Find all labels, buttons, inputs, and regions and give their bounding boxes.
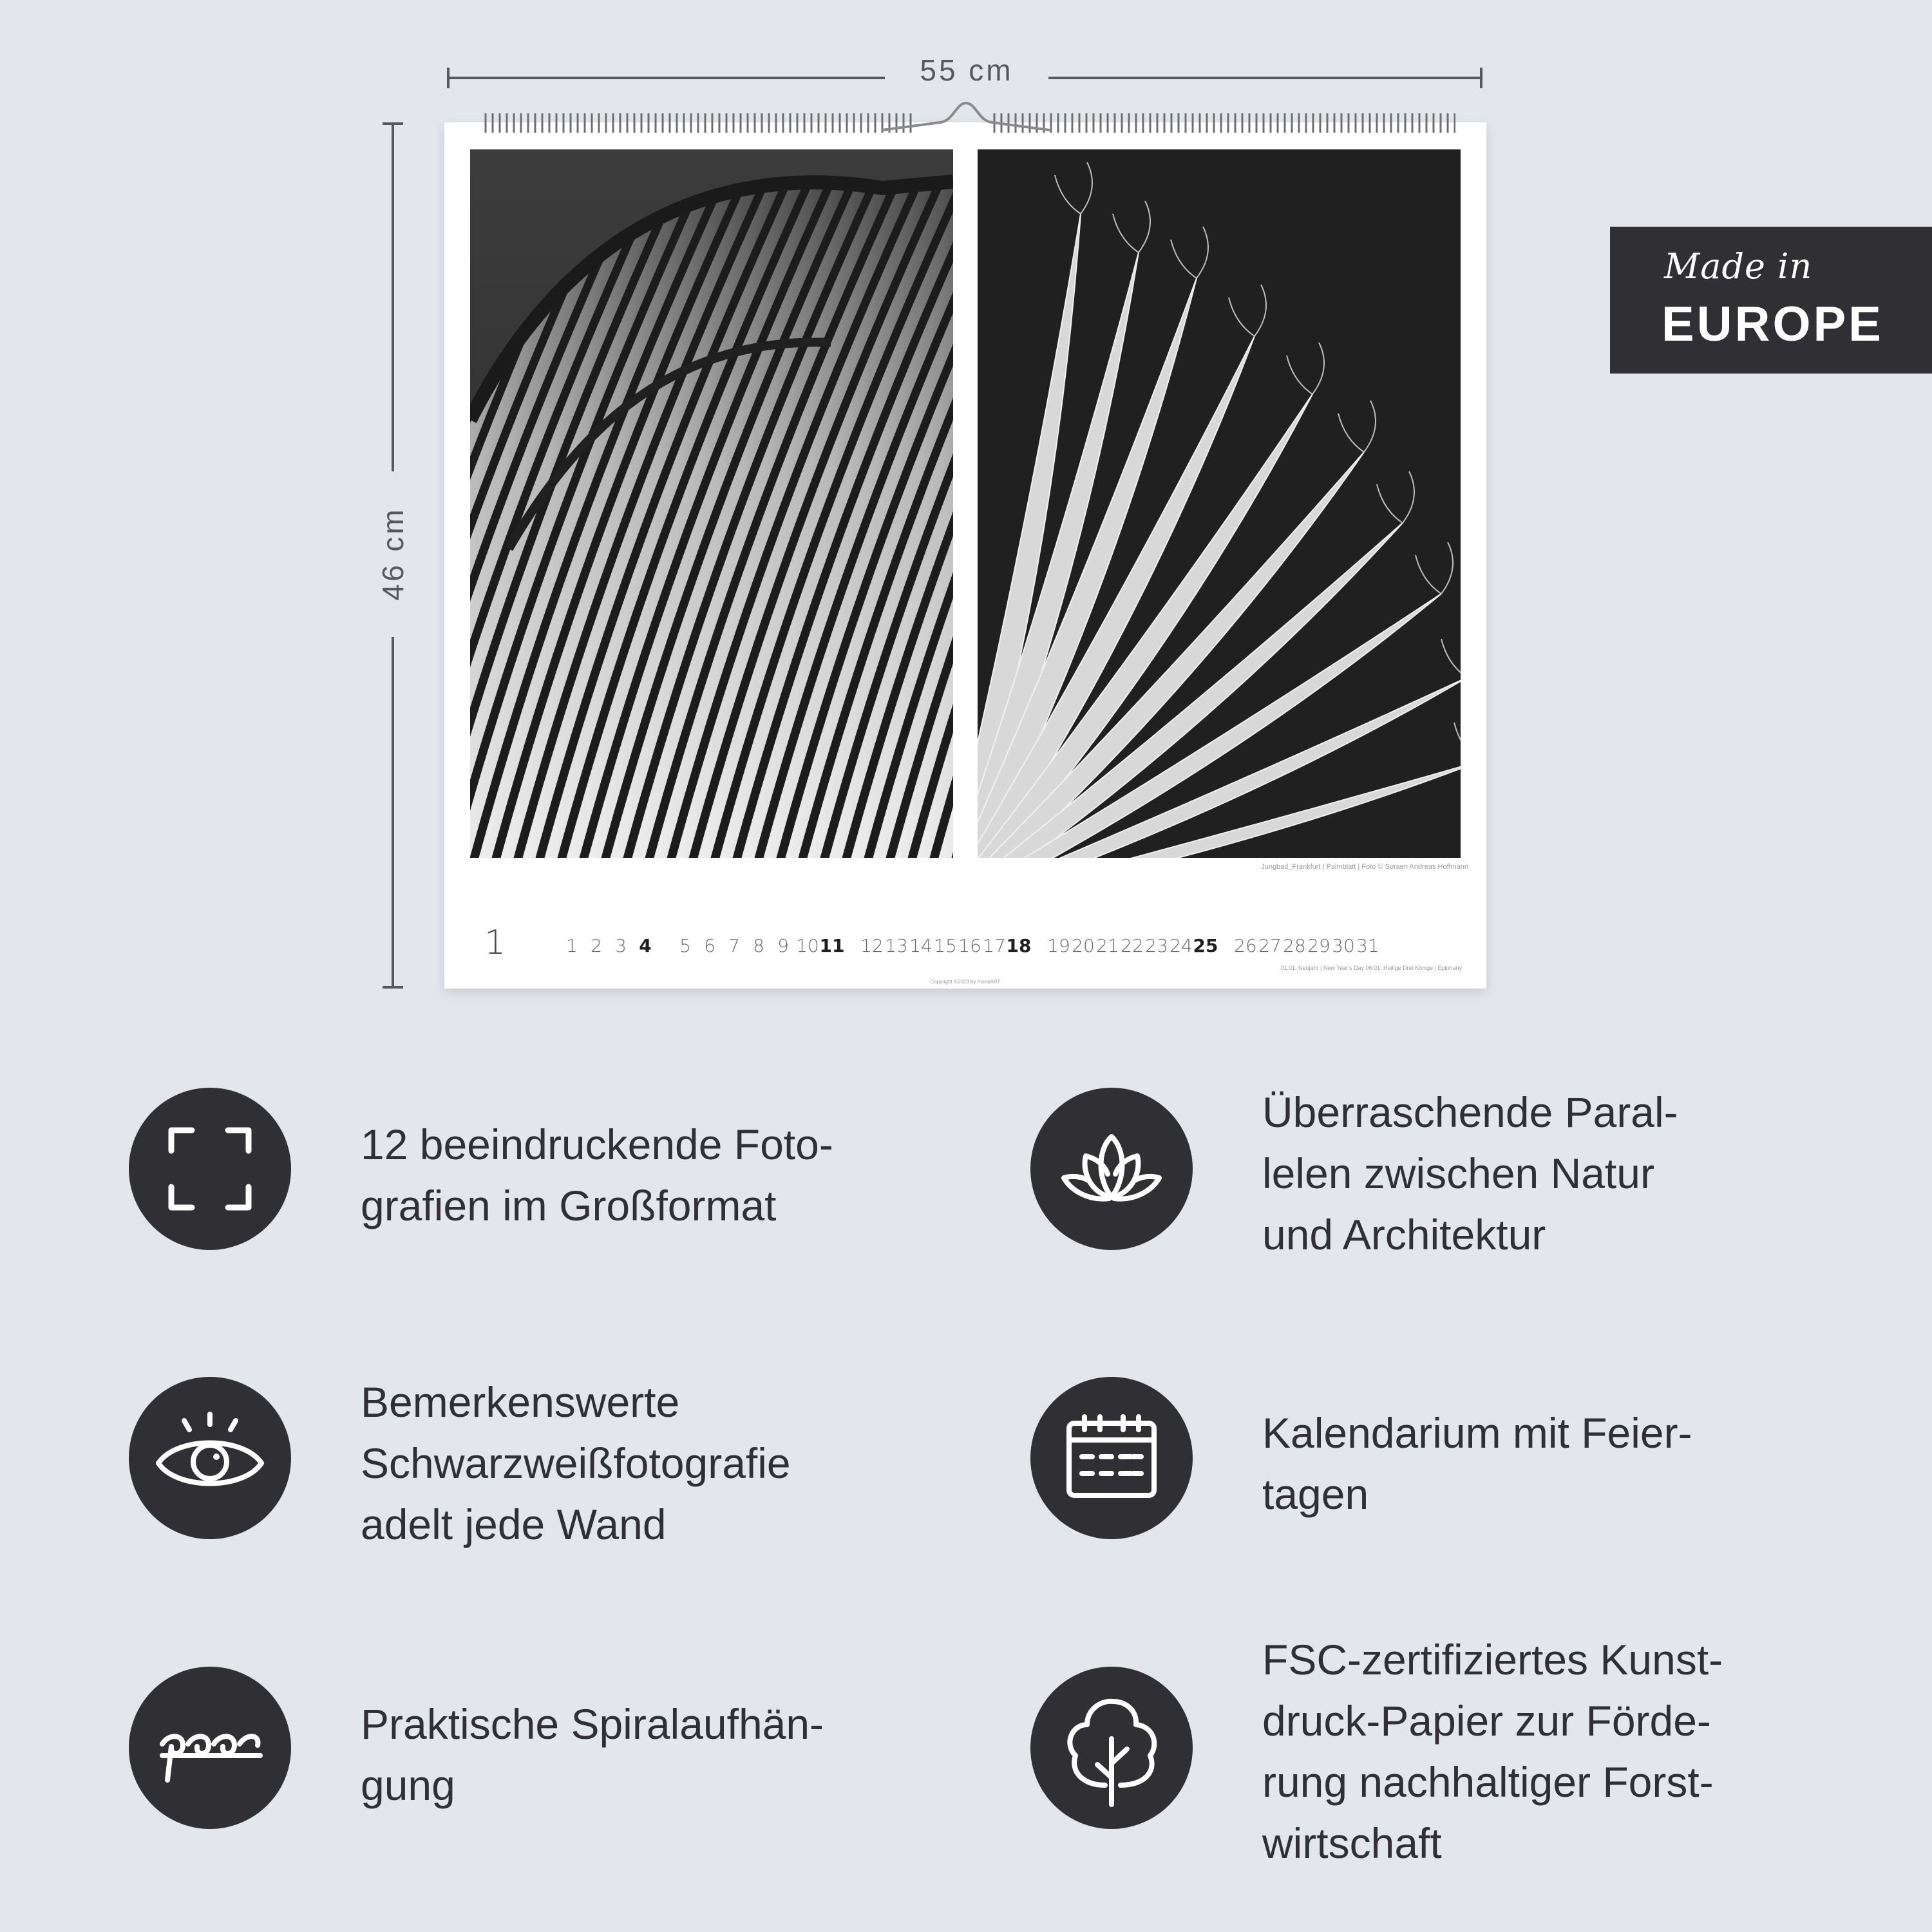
height-dimension-line-top xyxy=(392,122,394,471)
feature-line: grafien im Großformat xyxy=(361,1182,777,1229)
day-number: 20 xyxy=(1072,935,1095,956)
day-number: 3 xyxy=(615,935,627,956)
feature-fsc xyxy=(1030,1629,1932,1874)
feature-text xyxy=(1262,1629,1829,1874)
day-number: 26 xyxy=(1234,935,1257,956)
height-dimension-line-bottom xyxy=(392,637,394,989)
day-number: 22 xyxy=(1121,935,1144,956)
architecture-photo xyxy=(470,149,953,858)
feature-spiral xyxy=(129,1663,1030,1908)
day-number: 1 xyxy=(566,935,578,956)
feature-text xyxy=(361,1372,927,1555)
day-number: 23 xyxy=(1145,935,1168,956)
day-number: 15 xyxy=(934,935,957,956)
feature-photographs xyxy=(129,1082,1030,1327)
calendar-icon xyxy=(1030,1377,1193,1539)
feature-line: und Architektur xyxy=(1262,1211,1546,1258)
spiral-binding-icon xyxy=(129,1667,291,1829)
feature-line: rung nachhaltiger Forst- xyxy=(1262,1758,1714,1806)
feature-line: wirtschaft xyxy=(1262,1819,1442,1867)
feature-line: 12 beeindruckende Foto- xyxy=(361,1121,833,1168)
feature-line: Bemerkenswerte xyxy=(361,1378,680,1426)
day-number: 11 xyxy=(819,935,845,956)
photo-right xyxy=(978,149,1461,858)
width-dimension-cap-left xyxy=(447,68,450,88)
day-number: 2 xyxy=(591,935,602,956)
day-number: 29 xyxy=(1307,935,1331,956)
made-in-europe-badge xyxy=(1610,227,1932,374)
eye-icon xyxy=(129,1377,291,1539)
day-number: 19 xyxy=(1047,935,1070,956)
day-number: 24 xyxy=(1170,935,1193,956)
day-number: 8 xyxy=(753,935,764,956)
feature-text xyxy=(1262,1403,1829,1525)
calendar-mockup xyxy=(444,122,1486,989)
copyright-note: Copyright ©2023 by monoART xyxy=(930,979,1001,985)
day-number: 25 xyxy=(1193,935,1218,956)
badge-script-text: Made in xyxy=(1664,246,1813,287)
feature-line: Praktische Spiralaufhän- xyxy=(361,1700,824,1748)
day-number: 9 xyxy=(777,935,789,956)
feature-line: gung xyxy=(361,1761,455,1809)
day-number: 16 xyxy=(958,935,981,956)
spiral-binding-left xyxy=(483,112,914,134)
feature-line: druck-Papier zur Förde- xyxy=(1262,1697,1711,1745)
day-number: 18 xyxy=(1006,935,1032,956)
height-dimension xyxy=(376,122,431,989)
feature-text xyxy=(1262,1082,1829,1265)
day-number: 7 xyxy=(728,935,740,956)
day-number: 5 xyxy=(679,935,691,956)
height-label: 46 cm xyxy=(376,507,410,601)
feature-text xyxy=(361,1694,927,1816)
day-number: 28 xyxy=(1283,935,1306,956)
width-dimension-line-right xyxy=(1048,77,1482,79)
width-dimension-cap-right xyxy=(1480,68,1482,88)
feature-black-white xyxy=(129,1372,1030,1616)
month-number: 1 xyxy=(484,923,506,962)
day-number: 12 xyxy=(860,935,884,956)
width-label: 55 cm xyxy=(920,53,1014,87)
holiday-notes: 01.01. Neujahr | New Year's Day 06.01. Heilige Drei Könige | Epiphany xyxy=(1280,965,1462,971)
palm-leaf-photo xyxy=(978,149,1461,858)
hanger-hook xyxy=(869,90,1063,135)
badge-europe-text: EUROPE xyxy=(1662,297,1884,352)
day-number: 6 xyxy=(704,935,715,956)
height-dimension-cap-bottom xyxy=(383,986,403,989)
day-number: 30 xyxy=(1332,935,1355,956)
day-number: 27 xyxy=(1258,935,1282,956)
feature-line: tagen xyxy=(1262,1470,1369,1518)
day-row xyxy=(444,935,1486,963)
feature-line: Überraschende Paral- xyxy=(1262,1088,1678,1136)
day-number: 10 xyxy=(796,935,819,956)
photo-left xyxy=(470,149,953,858)
day-number: 31 xyxy=(1356,935,1379,956)
day-number: 21 xyxy=(1096,935,1119,956)
feature-line: adelt jede Wand xyxy=(361,1501,667,1548)
feature-line: lelen zwischen Natur xyxy=(1262,1150,1654,1197)
photo-credit: Jungbad_Frankfurt | Palmblatt | Foto © Soraen Andreas Hoffmann xyxy=(1261,863,1468,871)
width-dimension-line-left xyxy=(447,77,885,79)
day-number: 14 xyxy=(909,935,933,956)
feature-line: Kalendarium mit Feier- xyxy=(1262,1409,1692,1457)
day-number: 13 xyxy=(885,935,908,956)
feature-text xyxy=(361,1114,927,1236)
day-number: 17 xyxy=(983,935,1006,956)
feature-line: Schwarzweißfotografie xyxy=(361,1439,791,1487)
tree-icon xyxy=(1030,1667,1193,1829)
feature-parallels xyxy=(1030,1082,1932,1327)
feature-line: FSC-zertifiziertes Kunst- xyxy=(1262,1636,1723,1683)
day-number: 4 xyxy=(639,935,652,956)
frame-corners-icon xyxy=(129,1088,291,1250)
lotus-icon xyxy=(1030,1088,1193,1250)
feature-calendarium xyxy=(1030,1372,1932,1616)
